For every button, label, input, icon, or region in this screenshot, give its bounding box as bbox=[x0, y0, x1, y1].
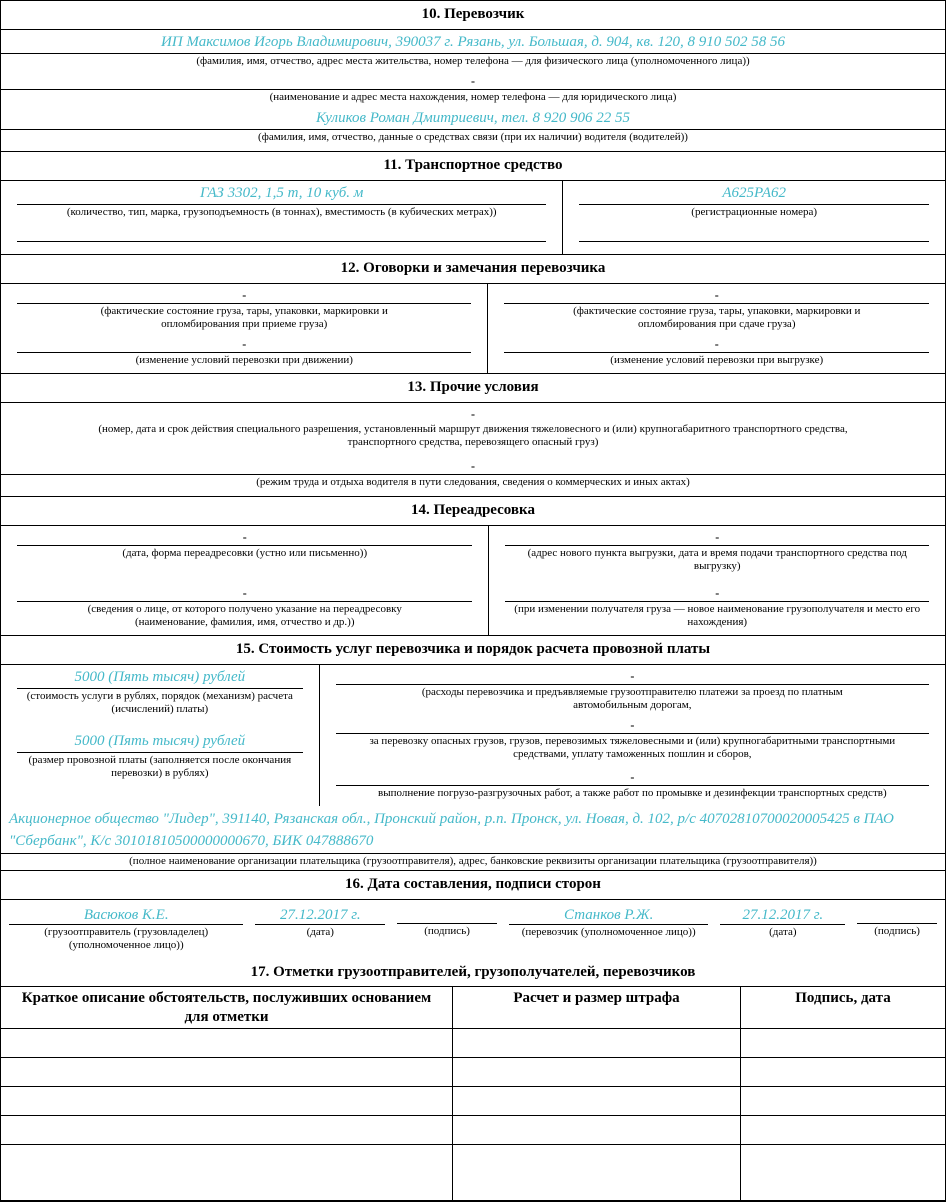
toll-roads-field bbox=[320, 665, 945, 714]
table-cell-empty bbox=[453, 1145, 741, 1201]
carrier-legal-value: - bbox=[1, 70, 945, 90]
redirect-person-caption: (сведения о лице, от которого получено указание на переадресовку (наименование, фамилия, имя, отчество и др.)) bbox=[87, 603, 402, 628]
section-13-body bbox=[1, 403, 945, 496]
carrier-legal-field bbox=[1, 70, 945, 106]
section-17-header: 17. Отметки грузоотправителей, грузополучателей, перевозчиков bbox=[250, 964, 696, 980]
conditions-move-value: - bbox=[17, 333, 471, 353]
carrier-sign-value bbox=[857, 903, 937, 924]
table-cell-empty bbox=[453, 1058, 741, 1087]
table-cell-empty bbox=[1, 1116, 453, 1145]
table-cell-empty bbox=[741, 1116, 945, 1145]
carrier-date-field bbox=[720, 903, 845, 954]
conditions-unload-field bbox=[488, 333, 945, 369]
carrier-sign-caption: (подпись) bbox=[874, 925, 920, 937]
section-14-header: 14. Переадресовка bbox=[1, 496, 945, 526]
dangerous-cargo-field bbox=[320, 714, 945, 766]
carrier-name-value: Станков Р.Ж. bbox=[509, 903, 709, 925]
redirect-person-value: - bbox=[17, 582, 472, 602]
dangerous-cargo-value: - bbox=[336, 714, 929, 734]
vehicle-info-column bbox=[1, 181, 562, 254]
section-15-header: 15. Стоимость услуг перевозчика и порядок расчета провозной платы bbox=[1, 635, 945, 665]
redirect-address-field bbox=[489, 526, 945, 582]
carrier-person-value: ИП Максимов Игорь Владимирович, 390037 г. Рязань, ул. Большая, д. 904, кв. 120, 8 910 502 58 56 bbox=[1, 30, 945, 54]
carrier-person-caption: (фамилия, имя, отчество, адрес места жительства, номер телефона — для физического лица (уполномоченного лица)) bbox=[196, 55, 750, 67]
redirect-date-value: - bbox=[17, 526, 472, 546]
redirect-consignee-value: - bbox=[505, 582, 929, 602]
cargo-state-delivery-caption: (фактические состояние груза, тары, упаковки, маркировки и опломбирования при сдаче груза) bbox=[573, 305, 861, 330]
vehicle-plate-field bbox=[563, 181, 945, 221]
cargo-state-delivery-field bbox=[488, 284, 945, 333]
conditions-move-caption: (изменение условий перевозки при движении) bbox=[135, 354, 353, 366]
carrier-caption: (перевозчик (уполномоченное лицо)) bbox=[521, 926, 696, 938]
service-cost-field bbox=[1, 665, 319, 729]
marks-table-header-description: Краткое описание обстоятельств, послуживших основанием для отметки bbox=[1, 987, 453, 1029]
cargo-state-pickup-field bbox=[1, 284, 487, 333]
table-cell-empty bbox=[741, 1087, 945, 1116]
driver-value: Куликов Роман Дмитриевич, тел. 8 920 906 22 55 bbox=[1, 106, 945, 130]
shipper-date-field bbox=[255, 903, 385, 954]
shipper-sign-field bbox=[397, 903, 497, 954]
vehicle-plate-caption: (регистрационные номера) bbox=[691, 206, 818, 218]
conditions-unload-caption: (изменение условий перевозки при выгрузке) bbox=[610, 354, 824, 366]
section-10-header: 10. Перевозчик bbox=[1, 1, 945, 30]
redirect-form-column bbox=[1, 526, 488, 635]
vehicle-info-field bbox=[1, 181, 562, 221]
section-16-header: 16. Дата составления, подписи сторон bbox=[1, 870, 945, 900]
carrier-date-caption: (дата) bbox=[769, 926, 797, 938]
payer-caption: (полное наименование организации плательщика (грузоотправителя), адрес, банковские реквизиты организации плательщика (грузоотправителя)) bbox=[129, 855, 817, 867]
remarks-delivery-column bbox=[487, 284, 945, 373]
table-cell-empty bbox=[453, 1116, 741, 1145]
special-permit-field bbox=[1, 403, 945, 455]
shipper-caption: (грузоотправитель (грузовладелец) (уполномоченное лицо)) bbox=[44, 926, 209, 951]
marks-table-header-signature: Подпись, дата bbox=[741, 987, 945, 1029]
freight-charge-caption: (размер провозной платы (заполняется после окончания перевозки) в рублях) bbox=[28, 754, 292, 779]
driver-regime-field bbox=[1, 455, 945, 496]
driver-field bbox=[1, 106, 945, 151]
vehicle-plate-value: А625РА62 bbox=[579, 181, 929, 205]
table-cell-empty bbox=[453, 1087, 741, 1116]
vehicle-info-value: ГАЗ 3302, 1,5 т, 10 куб. м bbox=[17, 181, 546, 205]
table-cell-empty bbox=[741, 1029, 945, 1058]
carrier-expenses-column bbox=[319, 665, 945, 806]
remarks-pickup-column bbox=[1, 284, 487, 373]
loading-works-value: - bbox=[336, 766, 929, 786]
payer-field bbox=[1, 806, 945, 870]
table-cell-empty bbox=[1, 1058, 453, 1087]
driver-caption: (фамилия, имя, отчество, данные о средствах связи (при их наличии) водителя (водителей)) bbox=[258, 131, 688, 143]
special-permit-value: - bbox=[471, 407, 475, 421]
freight-charge-field bbox=[1, 729, 319, 782]
section-14-body bbox=[1, 526, 945, 635]
shipper-sign-value bbox=[397, 903, 497, 924]
dangerous-cargo-caption: за перевозку опасных грузов, грузов, перевозимых тяжеловесными и (или) крупногабаритными транспортными средствами, уплату таможенных пошлин и сборов, bbox=[369, 735, 896, 760]
section-11-body bbox=[1, 181, 945, 254]
table-cell-empty bbox=[741, 1058, 945, 1087]
carrier-legal-caption: (наименование и адрес места нахождения, номер телефона — для юридического лица) bbox=[269, 91, 677, 103]
shipper-date-value: 27.12.2017 г. bbox=[255, 903, 385, 925]
redirect-person-field bbox=[1, 582, 488, 631]
freight-charge-value: 5000 (Пять тысяч) рублей bbox=[17, 729, 303, 753]
service-cost-column bbox=[1, 665, 319, 806]
carrier-person-field bbox=[1, 30, 945, 70]
service-cost-value: 5000 (Пять тысяч) рублей bbox=[17, 665, 303, 689]
toll-roads-value: - bbox=[336, 665, 929, 685]
driver-regime-value: - bbox=[1, 455, 945, 475]
redirect-date-field bbox=[1, 526, 488, 582]
redirect-consignee-caption: (при изменении получателя груза — новое наименование грузополучателя и место его нахождения) bbox=[514, 603, 921, 628]
section-15-body bbox=[1, 665, 945, 806]
section-12-body bbox=[1, 284, 945, 373]
vehicle-plate-column bbox=[562, 181, 945, 254]
conditions-unload-value: - bbox=[504, 333, 929, 353]
table-cell-empty bbox=[1, 1029, 453, 1058]
cargo-state-delivery-value: - bbox=[504, 284, 929, 304]
carrier-sign-field bbox=[857, 903, 937, 954]
vehicle-plate-blank-line bbox=[579, 221, 929, 242]
toll-roads-caption: (расходы перевозчика и предъявляемые грузоотправителю платежи за проезд по платным автомобильным дорогам, bbox=[421, 686, 843, 711]
redirect-consignee-field bbox=[489, 582, 945, 631]
carrier-date-value: 27.12.2017 г. bbox=[720, 903, 845, 925]
redirect-date-caption: (дата, форма переадресовки (устно или письменно)) bbox=[122, 547, 368, 559]
shipper-date-caption: (дата) bbox=[306, 926, 334, 938]
cargo-state-pickup-caption: (фактические состояние груза, тары, упаковки, маркировки и опломбирования при приеме груза) bbox=[100, 305, 388, 330]
table-cell-empty bbox=[1, 1087, 453, 1116]
loading-works-field bbox=[320, 766, 945, 802]
carrier-signature-field bbox=[509, 903, 709, 954]
table-cell-empty bbox=[1, 1145, 453, 1201]
redirect-address-caption: (адрес нового пункта выгрузки, дата и время подачи транспортного средства под выгрузку) bbox=[527, 547, 907, 572]
redirect-address-column bbox=[488, 526, 945, 635]
marks-table bbox=[1, 986, 945, 1201]
vehicle-info-caption: (количество, тип, марка, грузоподъемность (в тоннах), вместимость (в кубических метрах)) bbox=[66, 206, 497, 218]
shipper-name-value: Васюков К.Е. bbox=[9, 903, 243, 925]
section-13-header: 13. Прочие условия bbox=[1, 373, 945, 403]
marks-table-header-fine: Расчет и размер штрафа bbox=[453, 987, 741, 1029]
payer-value: Акционерное общество "Лидер", 391140, Рязанская обл., Пронский район, р.п. Пронск, ул. Новая, д. 102, р/с 40702810700020005425 в ПАО "Сбербанк", К/с 30101810500000000670, БИК 047888670 bbox=[1, 806, 945, 854]
table-cell-empty bbox=[453, 1029, 741, 1058]
service-cost-caption: (стоимость услуги в рублях, порядок (механизм) расчета (исчислений) платы) bbox=[26, 690, 293, 715]
section-12-header: 12. Оговорки и замечания перевозчика bbox=[1, 254, 945, 284]
vehicle-info-blank-line bbox=[17, 221, 546, 242]
conditions-move-field bbox=[1, 333, 487, 369]
special-permit-caption: (номер, дата и срок действия специального разрешения, установленный маршрут движения тяжеловесного и (или) крупногабаритного транспортного средства, транспортного средства, перевозящего опасный груз) bbox=[98, 423, 848, 448]
shipper-signature-field bbox=[9, 903, 243, 954]
loading-works-caption: выполнение погрузо-разгрузочных работ, а также работ по промывке и дезинфекции транспортных средств) bbox=[378, 787, 887, 799]
cargo-state-pickup-value: - bbox=[17, 284, 471, 304]
driver-regime-caption: (режим труда и отдыха водителя в пути следования, сведения о коммерческих и иных актах) bbox=[256, 476, 690, 488]
section-11-header: 11. Транспортное средство bbox=[1, 151, 945, 181]
redirect-address-value: - bbox=[505, 526, 929, 546]
shipper-sign-caption: (подпись) bbox=[424, 925, 470, 937]
table-cell-empty bbox=[741, 1145, 945, 1201]
section-16-body bbox=[1, 900, 945, 960]
section-10-body bbox=[1, 30, 945, 151]
